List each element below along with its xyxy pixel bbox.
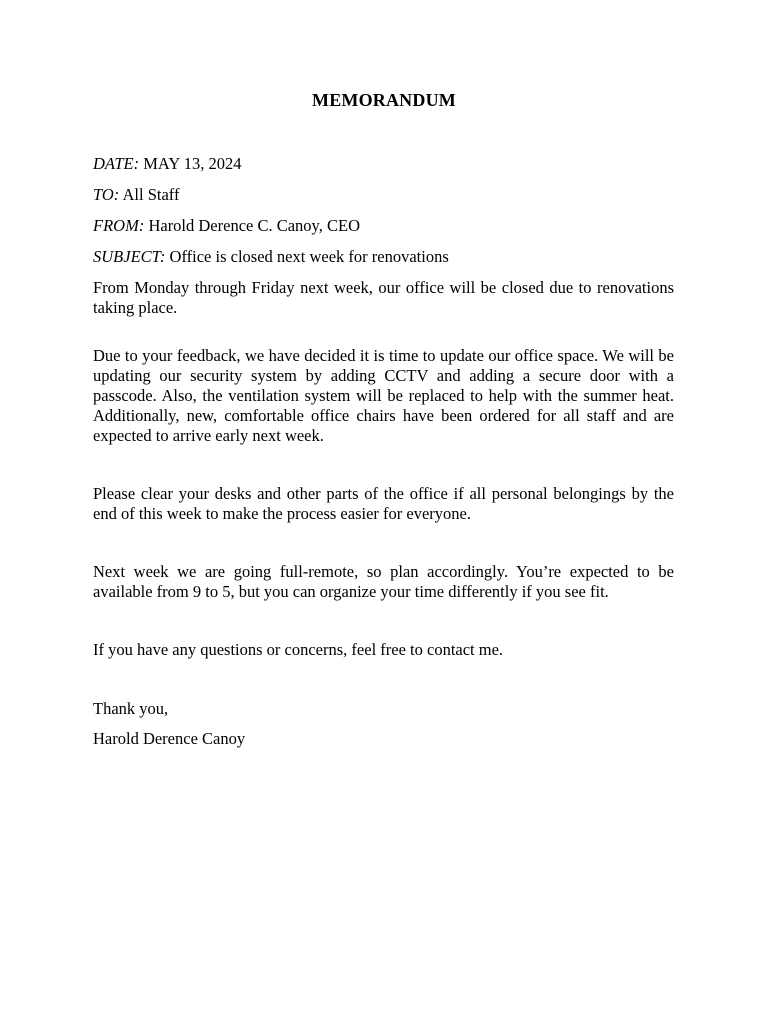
paragraph-renovation-details: Due to your feedback, we have decided it is time to update our office space. We will be updating our security system by adding CCTV and adding a secure door with a passcode. Also, the ventilation system will be replaced to help with the summer heat. Additionally, new, comfortable office chairs have been ordered for all staff and are expected to arrive early next week. bbox=[93, 346, 674, 445]
paragraph-clear-desks: Please clear your desks and other parts of the office if all personal belongings by the end of this week to make the process easier for everyone. bbox=[93, 484, 674, 523]
to-label: TO: bbox=[93, 185, 120, 204]
to-value: All Staff bbox=[122, 185, 180, 204]
paragraph-remote-work: Next week we are going full-remote, so plan accordingly. You’re expected to be available from 9 to 5, but you can organize your time differently if you see fit. bbox=[93, 562, 674, 601]
from-value: Harold Derence C. Canoy, CEO bbox=[148, 216, 360, 235]
subject-line bbox=[93, 247, 449, 267]
subject-value: Office is closed next week for renovations bbox=[169, 247, 449, 266]
date-line bbox=[93, 154, 242, 174]
paragraph-contact: If you have any questions or concerns, feel free to contact me. bbox=[93, 640, 504, 659]
date-label: DATE: bbox=[93, 154, 140, 173]
to-line bbox=[93, 185, 180, 205]
memo-title: MEMORANDUM bbox=[312, 90, 456, 110]
paragraph-closure-notice: From Monday through Friday next week, our office will be closed due to renovations taking place. bbox=[93, 278, 674, 317]
subject-label: SUBJECT: bbox=[93, 247, 166, 266]
signature-name: Harold Derence Canoy bbox=[93, 729, 246, 748]
from-line bbox=[93, 216, 360, 236]
from-label: FROM: bbox=[93, 216, 145, 235]
closing-salutation: Thank you, bbox=[93, 699, 169, 718]
date-value: MAY 13, 2024 bbox=[143, 154, 242, 173]
